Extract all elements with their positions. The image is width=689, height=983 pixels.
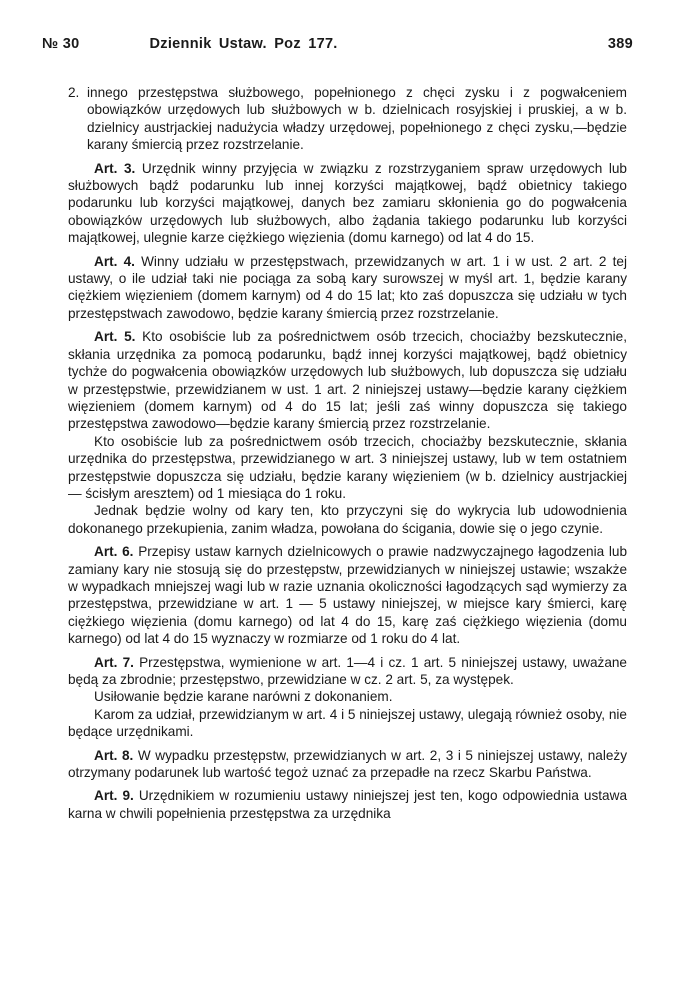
- article-8: [68, 747, 627, 782]
- list-item-2: [68, 84, 627, 154]
- list-item-text: innego przestępstwa służbowego, popełnionego z chęci zysku i z pogwałceniem obowiązków urzędowych lub służbowych w b. dzielnicach rosyjskiej i pruskiej, a w b. dzielnicy austrjackiej nadużycia władzy urzędowej, popełnionego z chęci zysku,—będzie karany śmiercią przez rozstrzelanie.: [87, 85, 627, 153]
- article-text: Przestępstwa, wymienione w art. 1—4 i cz. 1 art. 5 niniejszej ustawy, uważane będą za zbrodnie; przestępstwo, przewidziane w cz. 2 art. 5, za występek.: [68, 654, 627, 687]
- article-paragraph: Usiłowanie będzie karane narówni z dokonaniem.: [94, 689, 393, 705]
- journal-title: Dziennik Ustaw. Poz 177.: [149, 36, 338, 52]
- article-label: Art. 8.: [94, 747, 134, 763]
- issue-number: № 30: [42, 36, 80, 52]
- article-3: [68, 160, 627, 247]
- page-header: [42, 36, 633, 58]
- article-label: Art. 3.: [94, 160, 136, 176]
- article-paragraph: Kto osobiście lub za pośrednictwem osób trzecich, chociażby bezskutecznie, skłania urzędnika do przestępstwa, przewidzianego w art. 3 niniejszej ustawy, lub w tem ostatniem przestępstwie dopuszcza się udziału, będzie karany więzieniem (w b. dzielnicy austrjackiej — ścisłym aresztem) od 1 miesiąca do 1 roku.: [68, 433, 627, 501]
- page-number: 389: [607, 36, 633, 52]
- article-paragraph: Jednak będzie wolny od kary ten, kto przyczyni się do wykrycia lub udowodnienia dokonanego przekupienia, zanim władza, powołana do ścigania, dowie się o jego czynie.: [68, 503, 627, 536]
- article-label: Art. 4.: [94, 253, 135, 269]
- article-9: [68, 787, 627, 822]
- document-body: [68, 84, 627, 822]
- article-text: Urzędnikiem w rozumieniu ustawy niniejszej jest ten, kogo odpowiednia ustawa karna w chwili popełnienia przestępstwa za urzędnika: [68, 788, 627, 821]
- article-5: [68, 328, 627, 432]
- article-text: Winny udziału w przestępstwach, przewidzanych w art. 1 i w ust. 2 art. 2 tej ustawy, o ile udział taki nie pociąga za sobą kary surowszej w myśl art. 1, będzie karany ciężkiem więzieniem (domem karnym) od 4 do 15 lat; kto zaś dopuszcza się udziału w tych przestępstwach zawodowo, będzie karany śmiercią przez rozstrzelanie.: [68, 253, 628, 321]
- article-6: [68, 543, 627, 647]
- article-text: Kto osobiście lub za pośrednictwem osób trzecich, chociażby bezskutecznie, skłania urzędnika za pomocą podarunku, bądź innej korzyści majątkowej, bądź obietnicy tychże do pogwałcenia obowiązków urzędowych lub służbowych, lub dopuszcza się udziału w przestępstwie, przewidzianem w ust. 1 art. 2 niniejszej ustawy—będzie karany ciężkiem więzieniem (domem karnym) od 4 do 15 lat; jeśli zaś winny dopuszcza się takiego przestępstwa zawodowo—będzie karany śmiercią przez rozstrzelanie.: [68, 329, 628, 432]
- article-text: W wypadku przestępstw, przewidzianych w art. 2, 3 i 5 niniejszej ustawy, należy otrzymany podarunek lub wartość tegoż uznać za przepadłe na rzecz Skarbu Państwa.: [68, 747, 627, 781]
- list-item-label: 2.: [68, 85, 80, 100]
- article-text: Przepisy ustaw karnych dzielnicowych o prawie nadzwyczajnego łagodzenia lub zamiany kary nie stosują się do przestępstw, przewidzianych w niniejszej ustawie; wszakże w wypadkach mniejszej wagi lub w razie uznania okoliczności łagodzących sąd wymierzy za przestępstwa, przewidziane w art. 1 — 5 ustawy niniejszej, w miejsce kary śmierci, karę ciężkiego więzienia (domu karnego) od lat 4 do 15, karę zaś ciężkiego więzienia (domu karnego) od lat 4 do 15 wyznaczy w rozmiarze od 1 roku do 4 lat.: [68, 544, 627, 647]
- article-4: [68, 253, 627, 323]
- article-label: Art. 6.: [94, 544, 134, 560]
- article-label: Art. 9.: [94, 788, 134, 804]
- article-label: Art. 7.: [94, 654, 134, 670]
- article-label: Art. 5.: [94, 329, 136, 345]
- article-7: [68, 654, 627, 689]
- article-text: Urzędnik winny przyjęcia w związku z rozstrzyganiem spraw urzędowych lub służbowych bądź podarunku lub innej korzyści majątkowej, bądź obietnicy takiego podarunku lub korzyści majątkowej, danych bez zamiaru skłonienia go do pogwałcenia obowiązków urzędowych lub służbowych, albo żądania takiego podarunku lub korzyści majątkowej, ulegnie karze ciężkiego więzienia (domu karnego) od lat 4 do 15.: [68, 160, 627, 246]
- article-paragraph: Karom za udział, przewidzianym w art. 4 i 5 niniejszej ustawy, ulegają również osoby, nie będące urzędnikami.: [68, 706, 627, 740]
